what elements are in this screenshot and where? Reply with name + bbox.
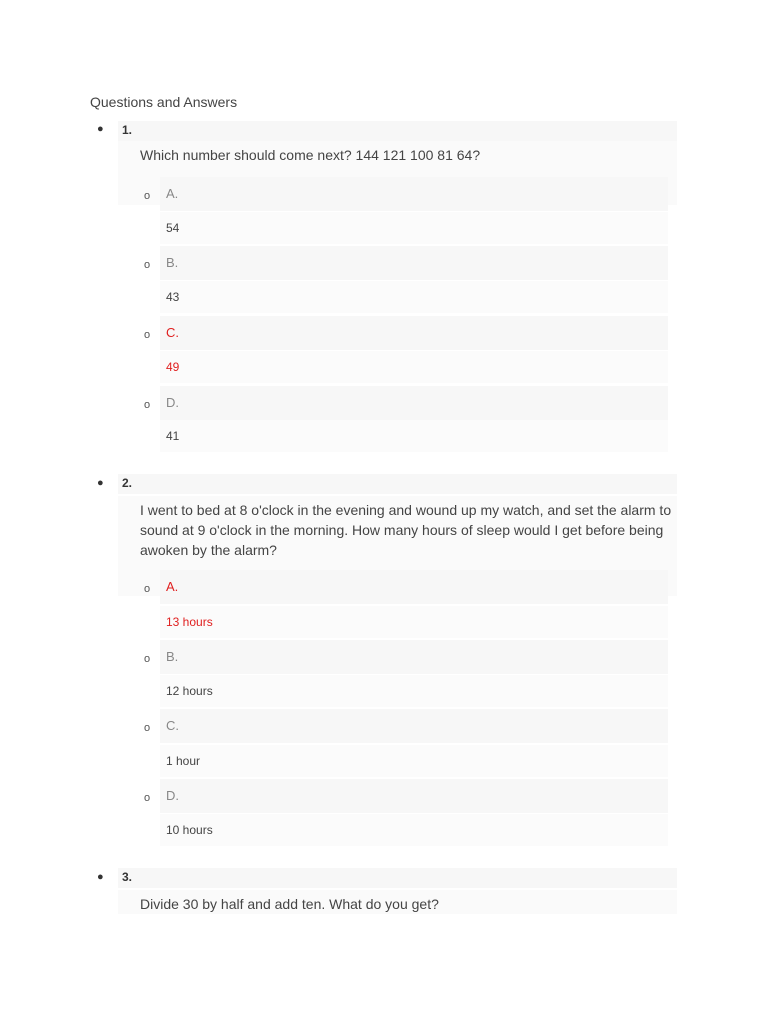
option-value-row (160, 420, 668, 452)
option-value-row-correct (160, 606, 668, 638)
option-value: 13 hours (166, 615, 213, 629)
circle-bullet-icon: o (144, 722, 151, 734)
option-letter: D. (166, 395, 179, 410)
option-value: 43 (166, 290, 180, 304)
option-value-row (160, 814, 668, 846)
option-value: 49 (166, 360, 180, 374)
option-value-row-correct (160, 351, 668, 383)
bullet-icon: ● (97, 477, 104, 489)
option-letter: C. (166, 718, 179, 733)
option-value: 54 (166, 221, 180, 235)
option-letter-row (160, 640, 668, 674)
option-letter-row (160, 709, 668, 743)
option-value: 1 hour (166, 754, 201, 768)
document-title: Questions and Answers (90, 94, 238, 110)
option-letter: B. (166, 649, 179, 664)
option-letter-row (160, 386, 668, 420)
option-value-row (160, 212, 668, 244)
option-value-row (160, 281, 668, 313)
circle-bullet-icon: o (144, 653, 151, 665)
question-text: I went to bed at 8 o'clock in the evening and wound up my watch, and set the alarm to sound at 9 o'clock in the morning. How many hours of sleep would I get before being awoken by the alarm? (118, 496, 677, 596)
question-number: 3. (122, 870, 133, 884)
question-number: 2. (122, 476, 133, 490)
option-letter-row (160, 246, 668, 280)
question-text: Divide 30 by half and add ten. What do you get? (118, 890, 677, 914)
option-value: 41 (166, 429, 180, 443)
option-letter: A. (166, 579, 179, 594)
option-value: 12 hours (166, 684, 213, 698)
bullet-icon: ● (97, 123, 104, 135)
option-value-row (160, 745, 668, 777)
circle-bullet-icon: o (144, 259, 151, 271)
question-number: 1. (122, 123, 133, 137)
circle-bullet-icon: o (144, 792, 151, 804)
question-header (118, 121, 677, 141)
option-value: 10 hours (166, 823, 213, 837)
option-letter: B. (166, 255, 179, 270)
option-letter: D. (166, 788, 179, 803)
option-value-row (160, 675, 668, 707)
option-letter-row (160, 779, 668, 813)
option-letter-row (160, 177, 668, 211)
question-text: Which number should come next? 144 121 100 81 64? (118, 141, 677, 205)
option-letter: A. (166, 186, 179, 201)
question-header (118, 474, 677, 494)
bullet-icon: ● (97, 871, 104, 883)
circle-bullet-icon: o (144, 399, 151, 411)
question-header (118, 868, 677, 888)
circle-bullet-icon: o (144, 583, 151, 595)
option-letter: C. (166, 325, 179, 340)
circle-bullet-icon: o (144, 190, 151, 202)
option-letter-row-correct (160, 316, 668, 350)
option-letter-row-correct (160, 570, 668, 604)
circle-bullet-icon: o (144, 329, 151, 341)
